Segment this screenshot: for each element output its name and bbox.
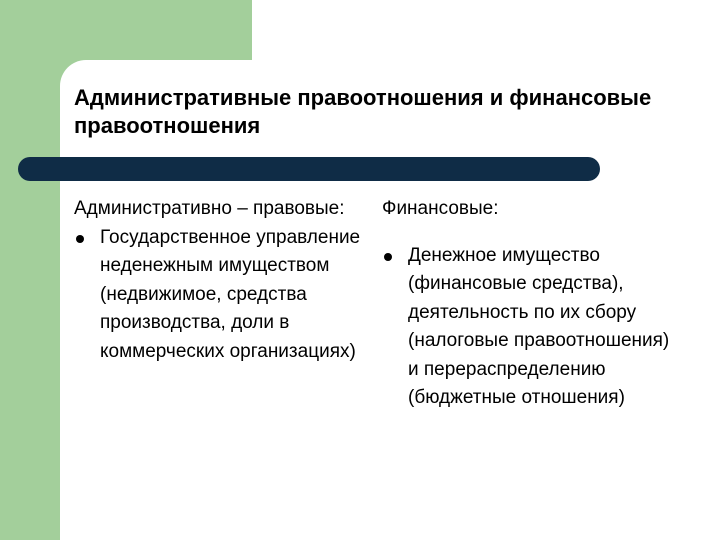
right-column-heading: Финансовые: [382, 198, 499, 219]
right-bullet-text: Денежное имущество (финансовые средства), деятельность по их сбору (налоговые правоотношения) и перераспределению (бюджетные отношения) [408, 244, 670, 408]
bullet-dot-icon [76, 235, 84, 243]
right-bullet-item [382, 242, 682, 413]
left-column [74, 195, 364, 366]
left-column-heading: Административно – правовые: [74, 198, 345, 219]
right-column [382, 195, 682, 413]
bullet-dot-icon [384, 253, 392, 261]
left-bullet-item [74, 224, 364, 367]
heading-gap [382, 224, 682, 242]
slide-title: Административные правоотношения и финансовые правоотношения [74, 85, 652, 138]
left-bullet-text: Государственное управление неденежным имуществом (недвижимое, средства производства, доли в коммерческих организациях) [100, 226, 361, 362]
title-divider-bar [18, 157, 600, 181]
